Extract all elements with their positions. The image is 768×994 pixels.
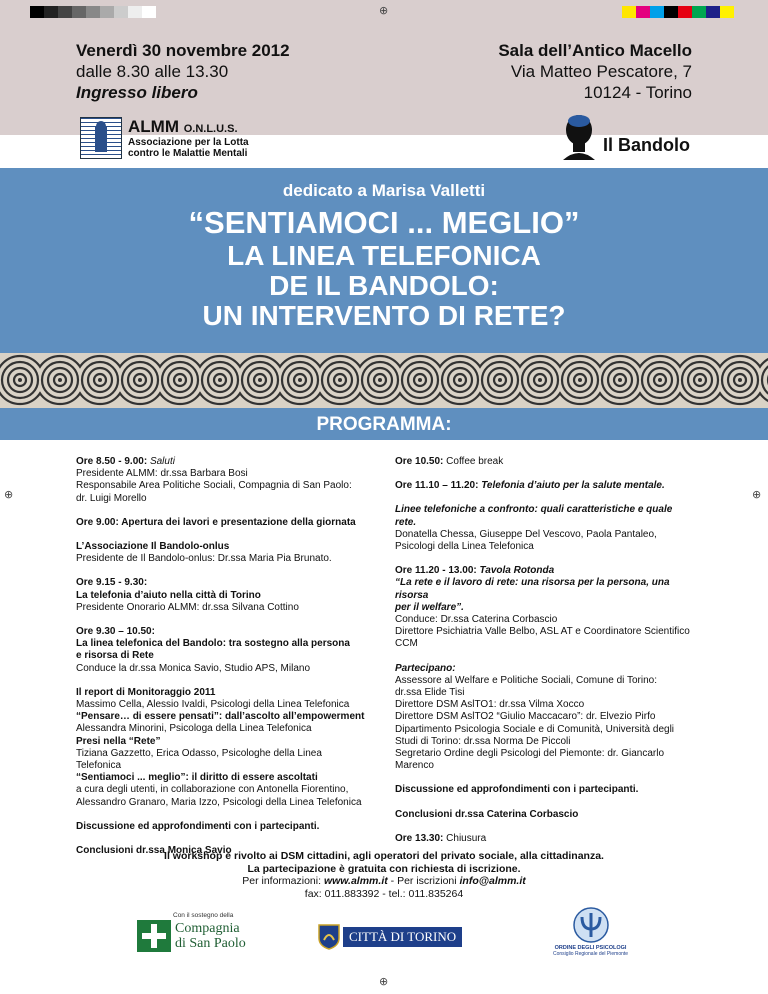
- title-line4: UN INTERVENTO DI RETE?: [202, 300, 566, 331]
- item-title: Tavola Rotonda: [479, 565, 555, 577]
- event-date: Venerdì 30 novembre 2012: [76, 41, 290, 60]
- almm-suffix: O.N.L.U.S.: [183, 123, 238, 135]
- footer-line3: [0, 875, 768, 888]
- footer-line2: La partecipazione è gratuita con richiesta di iscrizione.: [247, 862, 521, 875]
- program-item: [395, 456, 695, 468]
- item-line: Direttore Psichiatria Valle Belbo, ASL AT e Coordinatore Scientifico: [395, 626, 690, 638]
- almm-logo: [80, 117, 249, 159]
- program-item: [395, 833, 695, 845]
- title-line2: LA LINEA TELEFONICA: [227, 240, 541, 271]
- item-time: Ore 11.20 - 13.00:: [395, 565, 477, 577]
- program-item: [76, 456, 366, 505]
- program-item: Discussione ed approfondimenti con i partecipanti.: [395, 784, 639, 796]
- sponsor3-line2: Consiglio Regionale del Piemonte: [553, 951, 629, 957]
- item-time: Ore 10.50:: [395, 456, 444, 467]
- almm-line2: contro le Malattie Mentali: [128, 148, 248, 159]
- item-time: Ore 8.50 - 9.00:: [76, 456, 148, 467]
- item-line: Studi di Torino: dr.ssa Norma De Piccoli: [395, 735, 571, 747]
- almm-name: ALMM: [128, 117, 179, 136]
- compagnia-san-paolo-logo: [137, 920, 246, 952]
- sponsor-caption: Con il sostegno della: [173, 912, 234, 919]
- event-date-block: [76, 40, 290, 103]
- item-line: Responsabile Area Politiche Sociali, Compagnia di San Paolo:: [76, 480, 352, 492]
- item-line: Presidente Onorario ALMM: dr.ssa Silvana Cottino: [76, 601, 299, 613]
- item-title: Il report di Monitoraggio 2011: [76, 686, 216, 698]
- item-line: Direttore DSM AslTO2 “Giulio Maccacaro”: dr. Elvezio Pirfo: [395, 711, 656, 723]
- footer-line4: fax: 011.883392 - tel.: 011.835264: [304, 887, 464, 900]
- registration-mark-icon: ⊕: [379, 4, 389, 17]
- sponsor1-line2: di San Paolo: [175, 936, 246, 951]
- email-link[interactable]: info@almm.it: [459, 875, 526, 887]
- program-item: Discussione ed approfondimenti con i partecipanti.: [76, 820, 320, 832]
- footer-info: [0, 850, 768, 900]
- ordine-psicologi-logo: [553, 905, 628, 957]
- sponsor2-name: CITTÀ DI TORINO: [343, 927, 462, 947]
- item-time: Ore 9.30 – 10.50:: [76, 626, 155, 638]
- item-line: Alessandra Minorini, Psicologa della Linea Telefonica: [76, 723, 312, 735]
- program-item: [76, 541, 366, 565]
- program-item: [395, 565, 695, 650]
- item-title: Telefonia d’aiuto per la salute mentale.: [481, 480, 665, 492]
- dedication: dedicato a Marisa Valletti: [282, 181, 486, 200]
- torino-crest-icon: [318, 924, 340, 950]
- item-line: Massimo Cella, Alessio Ivaldi, Psicologi della Linea Telefonica: [76, 699, 350, 711]
- item-line: dr. Luigi Morello: [76, 492, 147, 504]
- program-item: Conclusioni dr.ssa Caterina Corbascio: [395, 808, 579, 820]
- entry-note: Ingresso libero: [76, 83, 198, 102]
- venue-street: Via Matteo Pescatore, 7: [510, 62, 692, 81]
- item-title: “La rete e il lavoro di rete: una risorsa per la persona, una risorsa: [395, 577, 670, 601]
- item-title: e risorsa di Rete: [76, 650, 154, 662]
- signup-label: - Per iscrizioni: [390, 875, 457, 887]
- grayscale-strip: [30, 6, 156, 18]
- title-line1: “SENTIAMOCI ... MEGLIO”: [188, 205, 580, 240]
- website-link[interactable]: www.almm.it: [323, 875, 388, 887]
- item-line: Direttore DSM AslTO1: dr.ssa Vilma Xocco: [395, 699, 585, 711]
- item-time: Ore 9.15 - 9.30:: [76, 577, 148, 589]
- san-paolo-emblem-icon: [137, 920, 171, 952]
- registration-mark-icon: ⊕: [379, 975, 389, 988]
- bandolo-logo: [559, 112, 690, 160]
- color-strip: [622, 6, 734, 18]
- program-item: [76, 687, 366, 809]
- item-title: La telefonia d’aiuto nella città di Torino: [76, 589, 261, 601]
- item-time: Ore 11.10 – 11.20:: [395, 480, 479, 492]
- item-line: Tiziana Gazzetto, Erica Odasso, Psicologhe della Linea Telefonica: [76, 747, 322, 772]
- item-line: Presidente de Il Bandolo-onlus: Dr.ssa Maria Pia Brunato.: [76, 553, 332, 565]
- venue-city: 10124 - Torino: [583, 83, 692, 102]
- program-item: [395, 504, 695, 553]
- item-time: Ore 13.30:: [395, 832, 444, 844]
- item-line: dr.ssa Elide Tisi: [395, 687, 465, 699]
- item-line: Alessandro Granaro, Maria Izzo, Psicologi della Linea Telefonica: [76, 796, 362, 808]
- item-line: Presidente ALMM: dr.ssa Barbara Bosi: [76, 468, 248, 480]
- sponsor3-line1: ORDINE DEGLI PSICOLOGI: [554, 945, 627, 951]
- item-line: a cura degli utenti, in collaborazione con Antonella Fiorentino,: [76, 784, 349, 796]
- registration-mark-icon: ⊕: [4, 488, 14, 501]
- item-line: Donatella Chessa, Giuseppe Del Vescovo, Paola Pantaleo,: [395, 528, 657, 540]
- citta-torino-logo: [318, 924, 462, 950]
- item-line: Psicologi della Linea Telefonica: [395, 541, 534, 553]
- program-heading: PROGRAMMA:: [316, 414, 452, 435]
- item-line: Segretario Ordine degli Psicologi del Piemonte: dr. Giancarlo: [395, 748, 665, 760]
- info-label: Per informazioni:: [242, 875, 322, 887]
- event-title: [0, 205, 768, 331]
- item-line: CCM: [395, 638, 418, 650]
- item-line: Conduce: Dr.ssa Caterina Corbascio: [395, 614, 558, 626]
- item-line: Assessore al Welfare e Politiche Sociali, Comune di Torino:: [395, 674, 657, 686]
- item-title: Presi nella “Rete”: [76, 735, 161, 747]
- item-title: “Sentiamoci ... meglio”: il diritto di essere ascoltati: [76, 772, 318, 784]
- program-item: [76, 626, 366, 675]
- psi-emblem-icon: [568, 905, 614, 945]
- spiral-pattern-decoration: [0, 353, 768, 408]
- registration-mark-icon: ⊕: [752, 488, 762, 501]
- item-title: L’Associazione Il Bandolo-onlus: [76, 541, 230, 553]
- item-line: Marenco: [395, 760, 434, 772]
- item-line: Conduce la dr.ssa Monica Savio, Studio APS, Milano: [76, 662, 311, 674]
- sponsor1-line1: Compagnia: [175, 921, 240, 936]
- item-line: Dipartimento Psicologia Sociale e di Comunità, Università degli: [395, 723, 675, 735]
- almm-line1: Associazione per la Lotta: [128, 137, 249, 148]
- program-right-column: [395, 456, 695, 857]
- item-title: Linee telefoniche a confronto: quali caratteristiche e quale rete.: [395, 504, 673, 528]
- item-title: Chiusura: [446, 832, 487, 844]
- program-left-column: [76, 456, 366, 869]
- venue-name: Sala dell’Antico Macello: [498, 41, 692, 60]
- bandolo-name: Il Bandolo: [603, 135, 690, 155]
- program-item: [395, 663, 695, 773]
- program-item: [395, 480, 695, 492]
- item-title: Partecipano:: [395, 662, 456, 674]
- item-title: Saluti: [149, 456, 175, 467]
- event-time: dalle 8.30 alle 13.30: [76, 62, 229, 81]
- program-item: Ore 9.00: Apertura dei lavori e presentazione della giornata: [76, 516, 356, 528]
- item-title: La linea telefonica del Bandolo: tra sostegno alla persona: [76, 638, 350, 650]
- item-title: “Pensare… di essere pensati”: dall’ascolto all’empowerment: [76, 711, 365, 723]
- head-silhouette-icon: [559, 112, 599, 160]
- footer-line1: Il workshop è rivolto ai DSM cittadini, agli operatori del privato sociale, alla cittadinanza.: [164, 850, 604, 862]
- item-title: Coffee break: [446, 456, 504, 467]
- program-item: [76, 577, 366, 614]
- item-title: per il welfare”.: [395, 601, 464, 613]
- almm-grid-icon: [80, 117, 122, 159]
- program-item: Conclusioni dr.ssa Monica Savio: [76, 845, 232, 857]
- title-line3: DE IL BANDOLO:: [269, 270, 499, 301]
- venue-block: [498, 40, 692, 103]
